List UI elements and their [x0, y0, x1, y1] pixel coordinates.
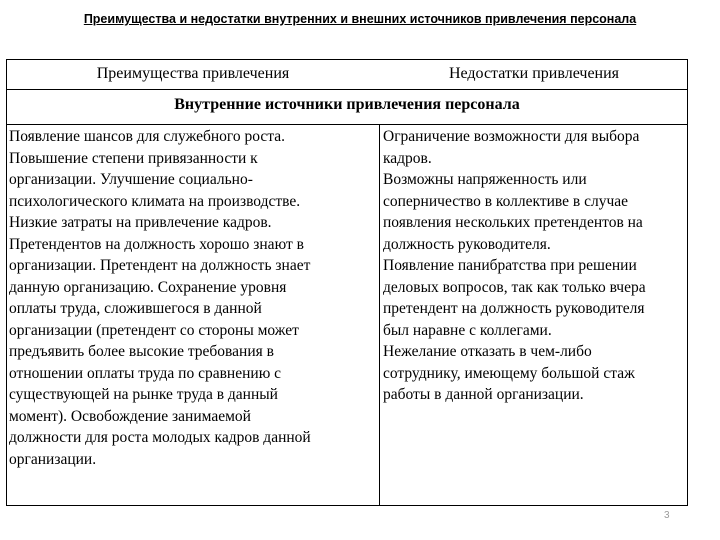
- comparison-table: [6, 59, 688, 506]
- page-title: Преимущества и недостатки внутренних и внешних источников привлечения персонала: [83, 12, 637, 26]
- disadvantages-cell: Ограничение возможности для выбора кадров. Возможны напряженность или соперничество в коллективе в случае появления нескольких претендентов на должность руководителя. Появление панибратства при решении деловых вопросов, так как только вчера претендент на должность руководителя был наравне с коллегами. Нежелание отказать в чем-либо сотруднику, имеющему большой стаж работы в данной организации.: [383, 128, 646, 403]
- advantages-cell: Появление шансов для служебного роста. Повышение степени привязанности к организации. Улучшение социально- психологического климата на производстве. Низкие затраты на привлечение кадров. Претендентов на должность хорошо знают в организации. Претендент на должность знает данную организацию. Сохранение уровня оплаты труда, сложившегося в данной организации (претендент со стороны может предъявить более высокие требования в отношении оплаты труда по сравнению с существующей на рынке труда в данный момент). Освобождение занимаемой должности для роста молодых кадров данной организации.: [9, 128, 311, 468]
- section-title-internal-sources: Внутренние источники привлечения персонала: [7, 90, 687, 125]
- table-header-row: [7, 60, 687, 90]
- column-divider: [379, 125, 380, 505]
- header-disadvantages: Недостатки привлечения: [448, 65, 620, 82]
- page-number: 3: [664, 510, 670, 521]
- header-advantages: Преимущества привлечения: [96, 65, 290, 82]
